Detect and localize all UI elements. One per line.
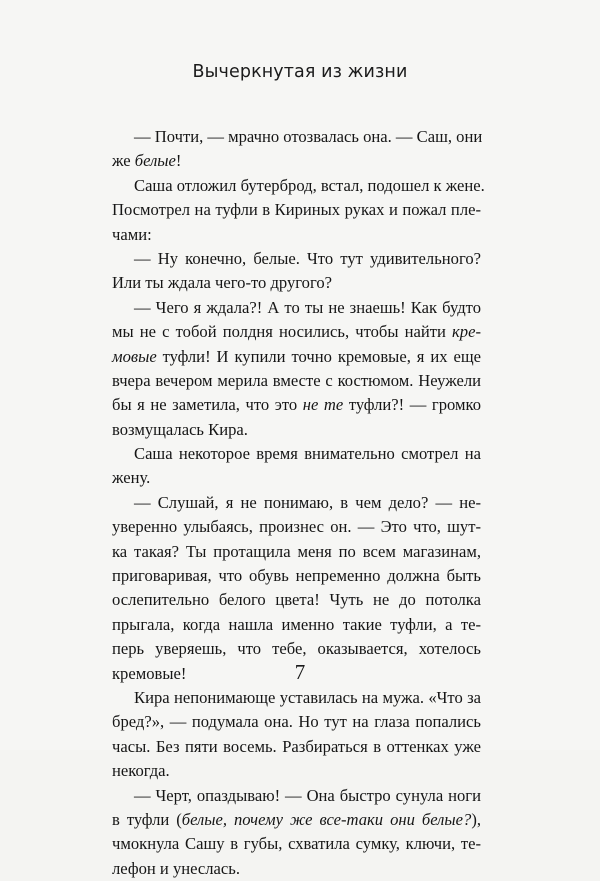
text-segment: мы не с тобой полдня носились, чтобы найти	[112, 322, 453, 342]
text-segment: — Слушай, я не понимаю, в чем дело? — не-	[134, 492, 481, 512]
text-segment: ),	[471, 809, 481, 829]
text-line	[112, 613, 481, 637]
text-segment: некогда.	[112, 761, 170, 781]
page-number: 7	[294, 660, 306, 684]
italic-text: кре-	[452, 322, 481, 342]
text-segment: чами:	[112, 224, 152, 244]
text-line	[112, 223, 481, 247]
text-segment: — Черт, опаздываю! — Она быстро сунула ноги	[134, 785, 481, 805]
italic-text: не те	[302, 395, 344, 415]
text-line	[112, 198, 481, 222]
italic-text: белые, почему же все-таки они белые?	[181, 809, 472, 829]
text-segment: чмокнула Сашу в губы, схватила сумку, ключи, те-	[112, 834, 481, 854]
text-line	[112, 637, 481, 661]
text-line	[112, 540, 481, 564]
text-line	[112, 759, 481, 783]
text-line	[112, 735, 481, 759]
text-segment: туфли! И купили точно кремовые, я их еще	[156, 346, 481, 366]
text-line	[112, 588, 481, 612]
text-segment: бред?», — подумала она. Но тут на глаза попались	[112, 712, 481, 732]
text-line	[112, 271, 481, 295]
text-segment: — Почти, — мрачно отозвалась она. — Саш, они	[134, 127, 483, 146]
text-line	[112, 808, 481, 832]
text-segment: вчера вечером мерила вместе с костюмом. Неужели	[112, 370, 481, 390]
text-segment: лефон и унеслась.	[112, 858, 241, 878]
text-segment: же	[112, 151, 135, 171]
text-line	[112, 564, 481, 588]
text-segment: возмущалась Кира.	[112, 419, 248, 439]
text-segment: приговаривая, что обувь непременно должна быть	[112, 566, 481, 586]
text-segment: в туфли (	[112, 809, 182, 829]
text-line	[112, 784, 481, 808]
text-line	[112, 247, 481, 271]
text-segment: ослепительно белого цвета! Чуть не до потолка	[112, 590, 481, 610]
text-segment: !	[175, 151, 182, 171]
text-segment: — Ну конечно, белые. Что тут удивительного?	[134, 248, 481, 268]
text-line	[112, 296, 481, 320]
text-segment: жену.	[112, 468, 151, 488]
text-line	[112, 857, 481, 881]
text-line	[112, 320, 481, 344]
text-line	[112, 393, 481, 417]
text-line	[112, 710, 481, 734]
text-line	[112, 174, 485, 198]
text-line	[112, 345, 481, 369]
text-segment: перь уверяешь, что тебе, оказывается, хотелось	[112, 639, 481, 659]
running-title: Вычеркнутая из жизни	[192, 62, 408, 82]
text-segment: туфли?! — громко	[343, 395, 481, 415]
text-line	[112, 418, 481, 442]
text-line	[112, 491, 481, 515]
text-line	[112, 515, 481, 539]
text-line	[112, 149, 481, 173]
italic-text: белые	[134, 151, 176, 171]
text-segment: Саша отложил бутерброд, встал, подошел к жене.	[134, 175, 485, 195]
text-segment: кремовые!	[112, 663, 187, 683]
text-line	[112, 466, 481, 490]
text-segment: часы. Без пяти восемь. Разбираться в оттенках уже	[112, 736, 481, 756]
italic-text: мовые	[112, 346, 157, 366]
text-line	[112, 686, 481, 710]
text-line	[112, 125, 481, 149]
text-line	[112, 832, 481, 856]
text-segment: — Чего я ждала?! А то ты не знаешь! Как будто	[134, 297, 481, 317]
text-segment: Кира непонимающе уставилась на мужа. «Что за	[134, 687, 481, 707]
text-segment: Посмотрел на туфли в Кириных руках и пожал пле-	[112, 200, 481, 220]
text-segment: Саша некоторое время внимательно смотрел на	[134, 444, 481, 464]
text-line	[112, 369, 481, 393]
text-segment: уверенно улыбаясь, произнес он. — Это что, шут-	[112, 517, 481, 537]
text-segment: прыгала, когда нашла именно такие туфли, а те-	[112, 614, 481, 634]
text-segment: Или ты ждала чего-то другого?	[112, 273, 333, 293]
body-text	[112, 125, 485, 881]
text-line	[112, 442, 481, 466]
text-segment: бы я не заметила, что это	[112, 395, 303, 415]
text-segment: ка такая? Ты протащила меня по всем магазинам,	[112, 541, 481, 561]
